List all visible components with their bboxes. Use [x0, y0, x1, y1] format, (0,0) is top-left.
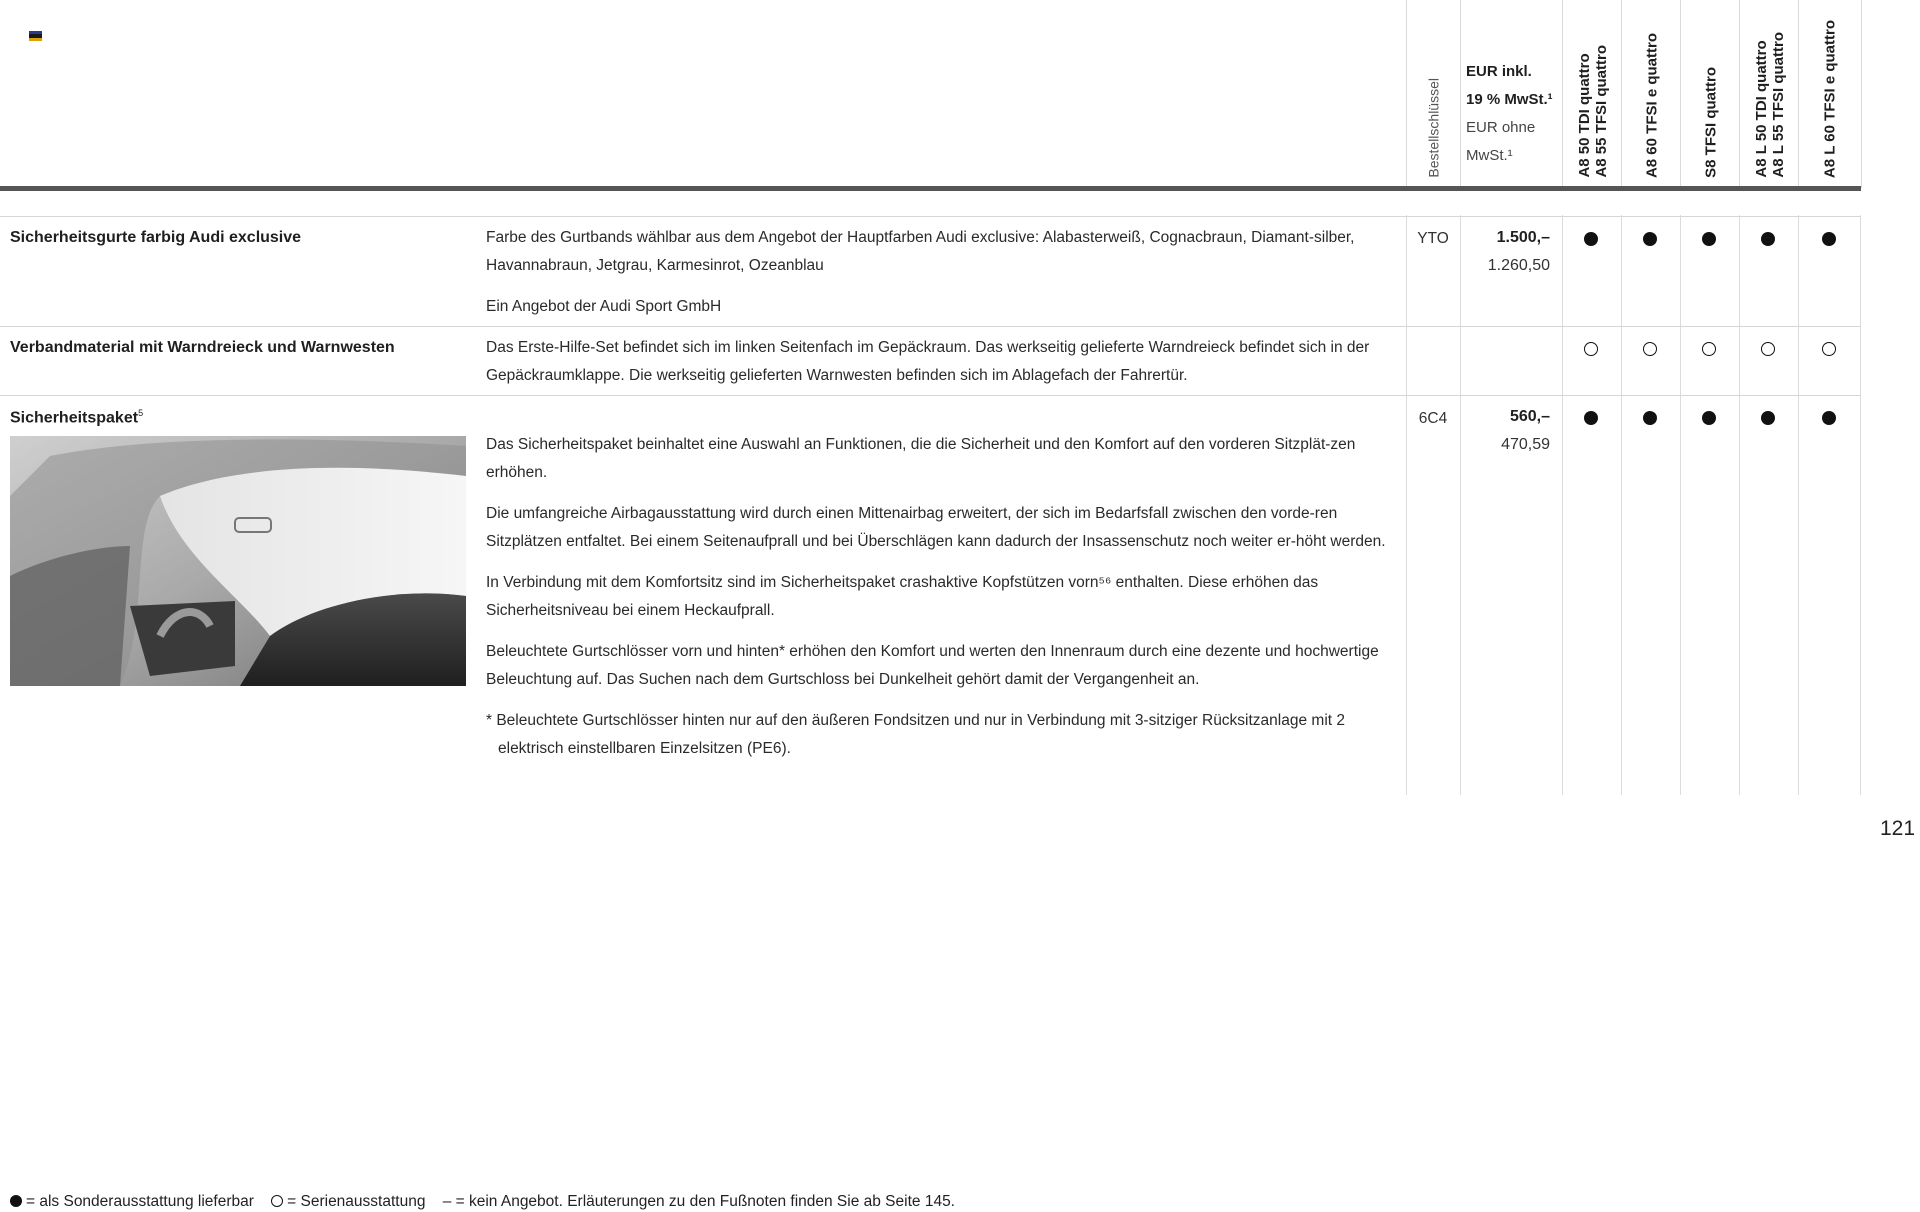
grid-line [1680, 215, 1681, 795]
seat-belt-photo [10, 436, 466, 686]
filled-dot-icon [1702, 411, 1716, 425]
open-circle-icon [1584, 342, 1598, 356]
open-circle-icon [1702, 342, 1716, 356]
price-gross-label-1: EUR inkl. [1466, 63, 1532, 80]
open-circle-icon [1822, 342, 1836, 356]
legend-none-text: – = kein Angebot. Erläuterungen zu den Fußnoten finden Sie ab Seite 145. [442, 1193, 955, 1210]
model-1-line1: A8 50 TDI quattro [1575, 53, 1593, 178]
price-gross-label-2: 19 % MwSt.¹ [1466, 91, 1553, 108]
filled-dot-icon [1822, 411, 1836, 425]
price-net-label-1: EUR ohne [1466, 119, 1536, 136]
model-header-4 [1739, 0, 1799, 188]
flag-icon [29, 31, 42, 41]
model-4-line2: A8 L 55 TFSI quattro [1769, 32, 1787, 178]
filled-dot-icon [1584, 232, 1598, 246]
row-title: Sicherheitspaket$^5$ [10, 408, 144, 427]
grid-line [1739, 215, 1740, 795]
price-net: 470,59 [1501, 436, 1550, 453]
price-net-label-2: MwSt.¹ [1466, 147, 1513, 164]
model-4-line1: A8 L 50 TDI quattro [1752, 40, 1770, 178]
legend-open-text: = Serienausstattung [287, 1193, 426, 1210]
order-code: 6C4 [1418, 410, 1448, 427]
grid-line [1562, 215, 1563, 795]
description-footnote: * Beleuchtete Gurtschlösser hinten nur auf den äußeren Fondsitzen und nur in Verbindung mit 3-sitziger Rücksitzanlage mit 2 elektrisch einstellbaren Einzelsitzen (PE6). [486, 712, 1346, 757]
model-3-line1: S8 TFSI quattro [1702, 67, 1719, 178]
grid-line [1798, 215, 1799, 795]
filled-dot-icon [1643, 232, 1657, 246]
filled-dot-icon [1584, 411, 1598, 425]
description-paragraph: Farbe des Gurtbands wählbar aus dem Angebot der Hauptfarben Audi exclusive: Alabasterweiß, Cognacbraun, Diamant-silber, Havannabraun, Jetgrau, Karmesinrot, Ozeanblau [486, 229, 1355, 274]
description-paragraph: Ein Angebot der Audi Sport GmbH [486, 298, 722, 315]
grid-line [1460, 215, 1461, 795]
row-description [486, 224, 1391, 334]
price [1450, 403, 1550, 459]
open-circle-icon [1761, 342, 1775, 356]
legend [10, 1193, 955, 1211]
row-description [486, 334, 1391, 403]
price-gross: 1.500,– [1496, 229, 1550, 246]
row-description [486, 431, 1391, 776]
price-gross: 560,– [1509, 408, 1550, 425]
filled-dot-icon [10, 1195, 22, 1207]
filled-dot-icon [1702, 232, 1716, 246]
order-code: YTO [1417, 230, 1449, 247]
legend-filled-text: = als Sonderausstattung lieferbar [26, 1193, 254, 1210]
filled-dot-icon [1643, 411, 1657, 425]
header-rule [0, 186, 1861, 191]
model-header-5 [1798, 0, 1862, 188]
description-paragraph: In Verbindung mit dem Komfortsitz sind im Sicherheitspaket crashaktive Kopfstützen vorn⁵⁶ enthalten. Diese erhöhen das Sicherheitsniveau bei einem Heckaufprall. [486, 574, 1319, 619]
model-2-line1: A8 60 TFSI e quattro [1643, 32, 1660, 178]
row-title: Sicherheitsgurte farbig Audi exclusive [10, 229, 302, 246]
model-5-line1: A8 L 60 TFSI e quattro [1821, 19, 1839, 178]
filled-dot-icon [1761, 232, 1775, 246]
row-divider [0, 216, 1861, 217]
grid-line [1860, 215, 1861, 795]
filled-dot-icon [1761, 411, 1775, 425]
filled-dot-icon [1822, 232, 1836, 246]
row-title: Verbandmaterial mit Warndreieck und Warnwesten [10, 339, 395, 356]
open-circle-icon [1643, 342, 1657, 356]
grid-line [1621, 215, 1622, 795]
open-dot-icon [271, 1195, 283, 1207]
description-paragraph: Die umfangreiche Airbagausstattung wird durch einen Mittenairbag erweitert, der sich im Bedarfsfall zwischen den vorde-ren Sitzplätzen entfaltet. Bei einem Seitenaufprall und bei Überschlägen kann dadurch der Insassenschutz noch weiter er-höht werden. [486, 505, 1386, 550]
price [1450, 224, 1550, 280]
description-paragraph: Beleuchtete Gurtschlösser vorn und hinten* erhöhen den Komfort und werten den Innenraum durch eine dezente und hochwertige Beleuchtung auf. Das Suchen nach dem Gurtschloss bei Dunkelheit gehört damit der Vergangenheit an. [486, 643, 1379, 688]
model-header-3 [1680, 0, 1740, 188]
grid-line [1406, 215, 1407, 795]
description-paragraph: Das Erste-Hilfe-Set befindet sich im linken Seitenfach im Gepäckraum. Das werkseitig gelieferte Warndreieck befindet sich in der Gepäckraumklappe. Die werkseitig gelieferten Warnwesten befinden sich im Ablagefach der Fahrertür. [486, 339, 1370, 384]
page-number: 121 [1880, 817, 1916, 840]
model-header-1 [1562, 0, 1622, 188]
model-1-line2: A8 55 TFSI quattro [1592, 45, 1610, 178]
description-paragraph: Das Sicherheitspaket beinhaltet eine Auswahl an Funktionen, die die Sicherheit und den Komfort auf den vorderen Sitzplät-zen erhöhen. [486, 436, 1356, 481]
order-code-label: Bestellschlüssel [1425, 78, 1442, 178]
header-order-code [1406, 0, 1461, 188]
price-header-labels [1466, 58, 1566, 170]
price-net: 1.260,50 [1487, 257, 1550, 274]
model-header-2 [1621, 0, 1681, 188]
